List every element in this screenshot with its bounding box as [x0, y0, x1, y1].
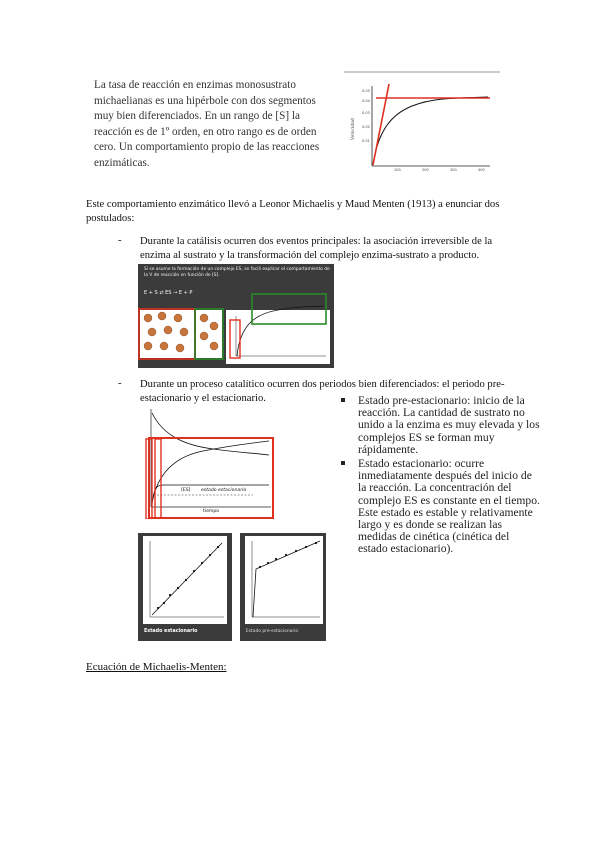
svg-text:0.03: 0.03	[362, 111, 370, 115]
svg-text:100: 100	[394, 168, 401, 172]
es-label: [ES]	[181, 488, 191, 493]
pre-steady-state-panel-label: Estado pre-estacionario	[246, 629, 299, 634]
svg-text:0.04: 0.04	[362, 99, 370, 103]
eq-p: P	[189, 290, 193, 296]
svg-text:0.02: 0.02	[362, 125, 370, 129]
svg-text:0.05: 0.05	[362, 89, 370, 93]
steady-state-panel	[138, 533, 232, 641]
steady-state-item	[340, 458, 540, 556]
svg-text:0.01: 0.01	[362, 139, 370, 143]
slide-complex-es: Si se asume la formación de un complejo ES, se facili explicar el comportamiento de la V de reacción en función de [S]. E + S ⇄ ES → E + P	[138, 264, 334, 368]
eq-es: ES	[165, 290, 172, 296]
postulates-paragraph: Este comportamiento enzimático llevó a Leonor Michaelis y Maud Menten (1913) a enunciar dos postulados:	[86, 199, 500, 224]
svg-text:200: 200	[422, 168, 429, 172]
eq-s: S	[154, 290, 158, 296]
michaelis-menten-heading: Ecuación de Michaelis-Menten:	[86, 661, 227, 673]
intro-paragraph: La tasa de reacción en enzimas monosustrato michaelianas es una hipérbole con dos segmentos muy bien diferenciados. En un rango de [S] la reacción es de 1º orden, en otro rango es de orden cero. Un comportamiento propio de las reacciones enzimáticas.	[94, 79, 320, 169]
pre-steady-state-text: Estado pre-estacionario: inicio de la reacción. La cantidad de sustrato no unido a la enzima es muy elevada y los complejos ES se forman muy rápidamente.	[358, 394, 540, 456]
steady-state-label: estado estacionario	[201, 488, 247, 493]
bullet-2: Durante un proceso catalítico ocurren dos periodos bien diferenciados: el periodo pre-estacionario y el estacionario.	[140, 379, 505, 404]
steady-state-panel-label: Estado estacionario	[144, 629, 198, 634]
pre-steady-state-item	[340, 395, 540, 456]
svg-text:300: 300	[450, 168, 457, 172]
slide-caption: Si se asume la formación de un complejo ES, se facili explicar el comportamiento de la V de reacción en función de [S].	[144, 267, 330, 278]
svg-text:Velocidad: Velocidad	[351, 118, 356, 140]
time-course-figure	[143, 405, 275, 519]
steady-state-text: Estado estacionario: ocurre inmediatamente después del inicio de la reacción. La concentración del complejo ES es constante en el tiempo. Este estado es estable y relativamente largo y es donde se realizan las medidas de cinética (cinética del estado estacionario).	[358, 457, 540, 556]
bullet-1: Durante la catálisis ocurren dos eventos principales: la asociación irreversible de la enzima al sustrato y la transformación del complejo enzima-sustrato a producto.	[140, 236, 493, 261]
time-axis-label: tiempo	[203, 509, 220, 514]
bullet-marker: -	[118, 235, 122, 246]
state-description-list	[340, 395, 540, 558]
eq-e2: E	[178, 290, 182, 296]
eq-e: E	[144, 290, 148, 296]
bullet-marker-2: -	[118, 378, 122, 389]
pre-steady-state-panel	[240, 533, 326, 641]
hyperbola-figure	[342, 70, 502, 188]
svg-text:400: 400	[478, 168, 485, 172]
